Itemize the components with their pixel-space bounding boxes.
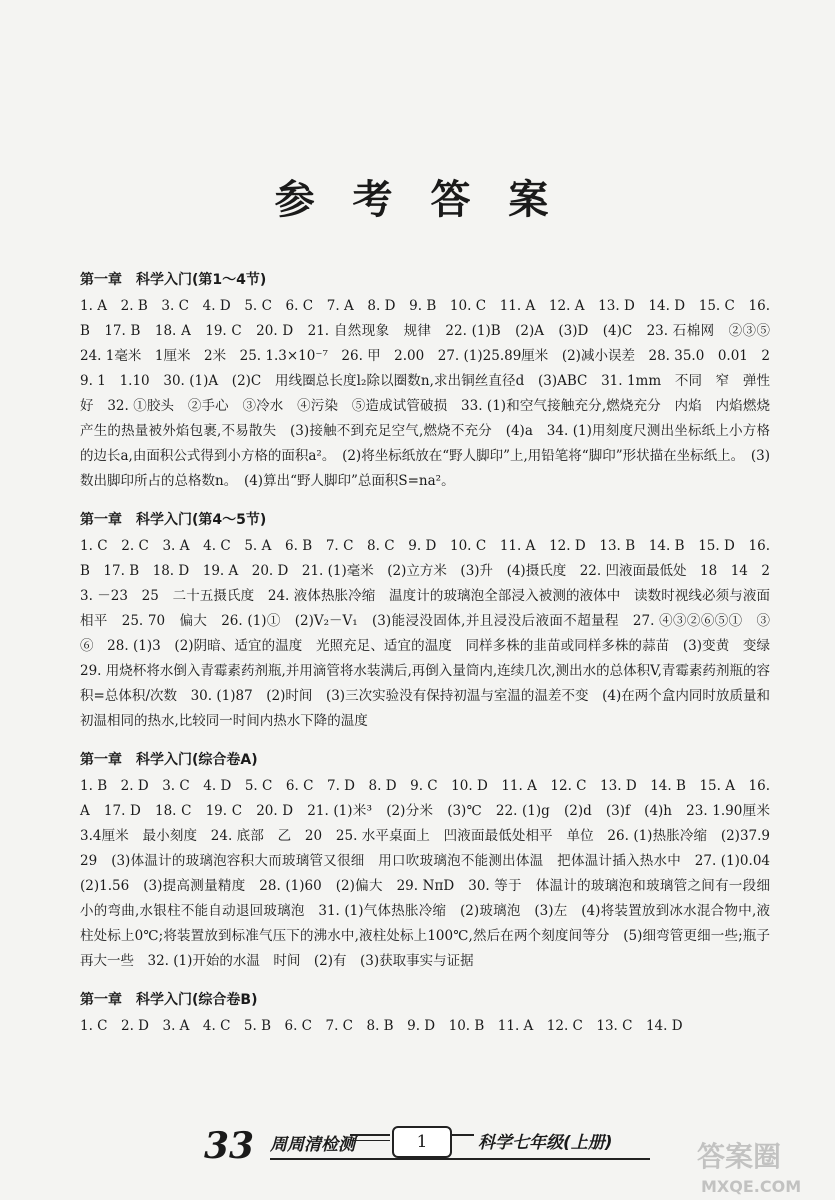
page-number: 1 [392,1126,452,1158]
footer-brand: 周周清检测 [270,1135,355,1155]
section-ch1-1-4 [80,270,784,494]
footer-underline [270,1158,650,1160]
logo-33-icon [200,1120,270,1166]
section-heading: 第一章 科学入门(综合卷B) [80,992,258,1008]
section-body: 1. B 2. D 3. C 4. D 5. C 6. C 7. D 8. D 9. C 10. D 11. A 12. C 13. D 14. B 15. A 16. A 17. D 18. C 19. C 20. D 21. (1)米³ (2)分米 (3)℃ 22. (1)g (2)d (3)f (4)h 23. 1.90厘米 3.4厘米 最小刻度 24. 底部 乙 20 25. 水平桌面上 凹液面最低处相平 单位 26. (1)热胀冷缩 (2)37.9 29 (3)体温计的玻璃泡容积大而玻璃管又很细 用口吹玻璃泡不能测出体温 把体温计插入热水中 27. (1)0.04 (2)1.56 (3)提高测量精度 28. (1)60 (2)偏大 29. NπD 30. 等于 体温计的玻璃泡和玻璃管之间有一段细小的弯曲,水银柱不能自动退回玻璃泡 31. (1)气体热胀冷缩 (2)玻璃泡 (3)左 (4)将装置放到冰水混合物中,液柱处标上0℃;将装置放到标准气压下的沸水中,液柱处标上100℃,然后在两个刻度间等分 (5)细弯管更细一些;瓶子再大一些 32. (1)开始的水温 时间 (2)有 (3)获取事实与证据 [80,778,784,969]
section-heading: 第一章 科学入门(第4～5节) [80,512,267,528]
watermark-logo-icon [691,1132,831,1198]
section-body: 1. C 2. D 3. A 4. C 5. B 6. C 7. C 8. B 9. D 10. B 11. A 12. C 13. C 14. D [80,1018,683,1034]
section-body: 1. A 2. B 3. C 4. D 5. C 6. C 7. A 8. D 9. B 10. C 11. A 12. A 13. D 14. D 15. C 16. B 17. B 18. A 19. C 20. D 21. 自然现象 规律 22. (1)B (2)A (3)D (4)C 23. 石棉网 ②③⑤ 24. 1毫米 1厘米 2米 25. 1.3×10⁻⁷ 26. 甲 2.00 27. (1)25.89厘米 (2)减小误差 28. 35.0 0.01 29. 1 1.10 30. (1)A (2)C 用线圈总长度l₂除以圈数n,求出铜丝直径d (3)ABC 31. 1mm 不同 窄 弹性好 32. ①胶头 ②手心 ③冷水 ④污染 ⑤造成试管破损 33. (1)和空气接触充分,燃烧充分 内焰 内焰燃烧产生的热量被外焰包裹,不易散失 (3)接触不到充足空气,燃烧不充分 (4)a 34. (1)用刻度尺测出坐标纸上小方格的边长a,由面积公式得到小方格的面积a²。 (2)将坐标纸放在“野人脚印”上,用铅笔将“脚印”形状描在坐标纸上。 (3)数出脚印所占的总格数n。 (4)算出“野人脚印”总面积S=na²。 [80,298,784,489]
section-heading: 第一章 科学入门(综合卷A) [80,752,258,768]
page-footer [200,1118,660,1168]
answer-content [80,270,784,1055]
footer-divider [350,1140,390,1141]
logo-text: 33 [204,1125,255,1166]
watermark-url: MXQE.COM [701,1177,802,1196]
section-ch1-comprehensive-a [80,750,784,974]
page-title: 参 考 答 案 [274,177,561,223]
watermark-text: 答案圈 [697,1140,782,1173]
section-heading: 第一章 科学入门(第1～4节) [80,272,267,288]
section-body: 1. C 2. C 3. A 4. C 5. A 6. B 7. C 8. C 9. D 10. C 11. A 12. D 13. B 14. B 15. D 16. B 17. B 18. D 19. A 20. D 21. (1)毫米 (2)立方米 (3)升 (4)摄氏度 22. 凹液面最低处 18 14 23. －23 25 二十五摄氏度 24. 液体热胀冷缩 温度计的玻璃泡全部浸入被测的液体中 读数时视线必须与液面相平 25. 70 偏大 26. (1)① (2)V₂－V₁ (3)能浸没固体,并且浸没后液面不超量程 27. ④③②⑥⑤① ③ ⑥ 28. (1)3 (2)阴暗、适宜的温度 光照充足、适宜的温度 同样多株的韭苗或同样多株的蒜苗 (3)变黄 变绿 29. 用烧杯将水倒入青霉素药剂瓶,并用滴管将水装满后,再倒入量筒内,连续几次,测出水的总体积V,青霉素药剂瓶的容积=总体积/次数 30. (1)87 (2)时间 (3)三次实验没有保持初温与室温的温差不变 (4)在两个盒内同时放质量和初温相同的热水,比较同一时间内热水下降的温度 [80,538,784,729]
footer-subject: 科学七年级(上册) [478,1133,613,1153]
footer-divider [350,1134,390,1136]
section-ch1-4-5 [80,510,784,734]
section-ch1-comprehensive-b [80,990,770,1039]
footer-divider [452,1134,474,1136]
